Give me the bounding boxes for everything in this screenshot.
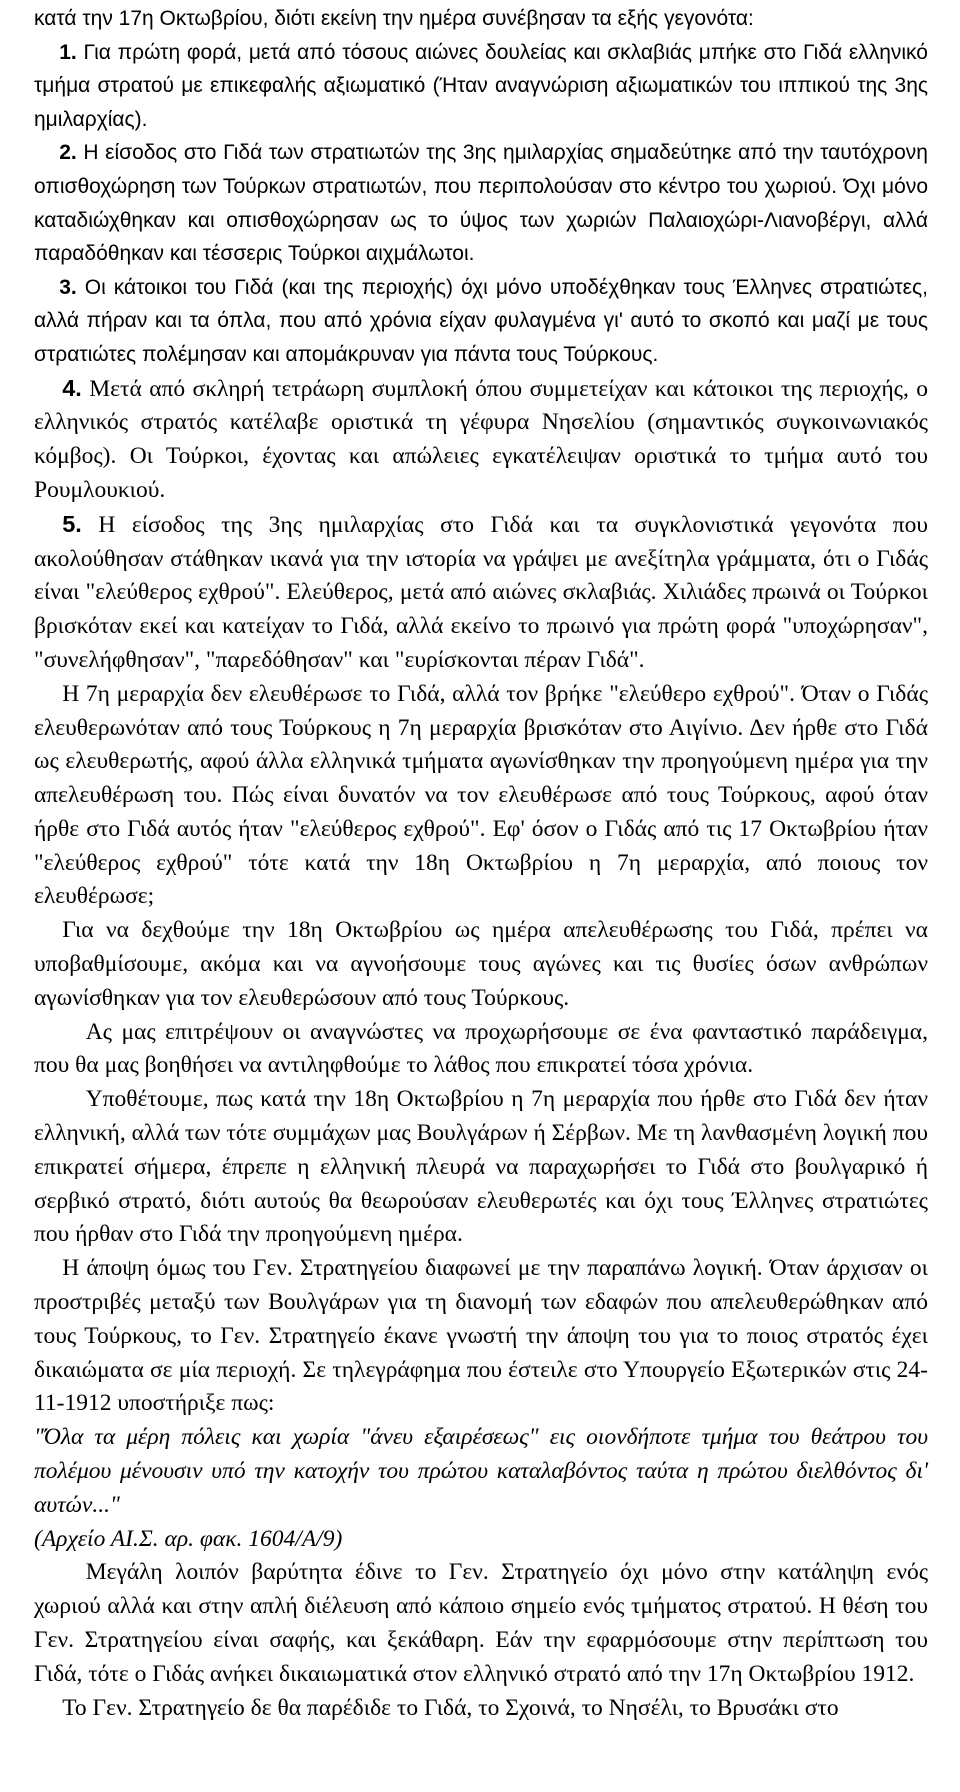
paragraph <box>34 508 928 678</box>
paragraph-text: Για πρώτη φορά, μετά από τόσους αιώνες δουλείας και σκλαβιάς μπήκε στο Γιδά ελληνικό τμήμα στρατού με επικεφαλής αξιωματικό (Ήταν αναγνώριση αξιωματικών του ιππικού της 3ης ημιλαρχίας). <box>34 40 928 131</box>
paragraph <box>34 2 928 36</box>
list-number: 3. <box>59 275 77 299</box>
paragraph-text: Για να δεχθούμε την 18η Οκτωβρίου ως ημέρα απελευθέρωσης του Γιδά, πρέπει να υποβαθμίσουμε, ακόμα και να αγνοήσουμε τους αγώνες και τις θυσίες όσων ανθρώπων αγωνίσθηκαν για τον ελευθερώσουν από τους Τούρκους. <box>34 917 928 1011</box>
paragraph-text: Η είσοδος της 3ης ημιλαρχίας στο Γιδά και τα συγκλονιστικά γεγονότα που ακολούθησαν στάθηκαν ικανά για την ιστορία να γράψει με ανεξίτηλα γράμματα, ότι ο Γιδάς είναι "ελεύθερος εχθρού". Ελεύθερος, μετά από αιώνες σκλαβιάς. Χιλιάδες πρωινά οι Τούρκοι βρισκόταν εκεί και κατείχαν το Γιδά, αλλά εκείνο το πρωινό για πρώτη φορά "υποχώρησαν", "συνελήφθησαν", "παρεδόθησαν" και "ευρίσκονται πέραν Γιδά". <box>34 511 928 673</box>
paragraph-text: "Όλα τα μέρη πόλεις και χωρία "άνευ εξαιρέσεως" εις οιονδήποτε τμήμα του θεάτρου του πολέμου μένουσιν υπό την κατοχήν του πρώτου καταλαβόντος ταύτα η πρώτου διελθόντος δι' αυτών..." <box>34 1424 928 1518</box>
paragraph-text: Υποθέτουμε, πως κατά την 18η Οκτωβρίου η 7η μεραρχία που ήρθε στο Γιδά δεν ήταν ελληνική, αλλά των τότε συμμάχων μας Βουλγάρων ή Σέρβων. Με τη λανθασμένη λογική που επικρατεί σήμερα, έπρεπε η ελληνική πλευρά να παραχωρήσει το Γιδά στο βουλγαρικό ή σερβικό στρατό, διότι αυτούς θα θεωρούσαν ελευθερωτές και όχι τους Έλληνες στρατιώτες που ήρθαν στο Γιδά την προηγούμενη ημέρα. <box>34 1086 928 1248</box>
paragraph <box>34 1016 928 1084</box>
paragraph <box>34 136 928 270</box>
paragraph-text: Μεγάλη λοιπόν βαρύτητα έδινε το Γεν. Στρατηγείο όχι μόνο στην κατάληψη ενός χωριού αλλά και στην απλή διέλευση από κάποιο σημείο ενός τμήματος στρατού. Η θέση του Γεν. Στρατηγείου είναι σαφής, και ξεκάθαρη. Εάν την εφαρμόσουμε στην περίπτωση του Γιδά, τότε ο Γιδάς ανήκει δικαιωματικά στον ελληνικό στρατό από την 17η Οκτωβρίου 1912. <box>34 1559 928 1687</box>
paragraph-text: κατά την 17η Οκτωβρίου, διότι εκείνη την ημέρα συνέβησαν τα εξής γεγονότα: <box>34 7 754 30</box>
paragraph <box>34 1556 928 1691</box>
paragraph-text: (Αρχείο ΑΙ.Σ. αρ. φακ. 1604/Α/9) <box>34 1525 343 1552</box>
paragraph <box>34 1083 928 1252</box>
list-number: 2. <box>59 141 77 165</box>
paragraph-text: Ας μας επιτρέψουν οι αναγνώστες να προχωρήσουμε σε ένα φανταστικό παράδειγμα, που θα μας βοηθήσει να αντιληφθούμε το λάθος που επικρατεί τόσα χρόνια. <box>34 1018 928 1079</box>
paragraph-text: Η είσοδος στο Γιδά των στρατιωτών της 3ης ημιλαρχίας σημαδεύτηκε από την ταυτόχρονη οπισθοχώρηση των Τούρκων στρατιωτών, που περιπολούσαν στο κέντρο του χωριού. Όχι μόνο καταδιώχθηκαν και οπισθοχώρησαν ως το ύψος των χωριών Παλαιοχώρι-Λιανοβέργι, αλλά παραδόθηκαν και τέσσερις Τούρκοι αιχμάλωτοι. <box>34 141 928 266</box>
paragraph <box>34 678 928 915</box>
paragraph-text: Η άποψη όμως του Γεν. Στρατηγείου διαφωνεί με την παραπάνω λογική. Όταν άρχισαν οι προστριβές μεταξύ των Βουλγάρων για τη διανομή των εδαφών που απελευθερώθηκαν από τους Τούρκους, το Γεν. Στρατηγείο έκανε γνωστή την άποψη του για το ποιος στρατός έχει δικαιώματα σε μία περιοχή. Σε τηλεγράφημα που έστειλε στο Υπουργείο Εξωτερικών στις 24-11-1912 υποστήριξε πως: <box>34 1255 928 1417</box>
paragraph <box>34 271 928 372</box>
paragraph <box>34 1421 928 1522</box>
list-number: 5. <box>62 510 82 537</box>
paragraph-text: Οι κάτοικοι του Γιδά (και της περιοχής) όχι μόνο υποδέχθηκαν τους Έλληνες στρατιώτες, αλλά πήραν και τα όπλα, που από χρόνια είχαν φυλαγμένα γι' αυτό το σκοπό και μαζί με τους στρατιώτες πολέμησαν και απομάκρυναν για πάντα τους Τούρκους. <box>34 275 928 366</box>
paragraph-text: Το Γεν. Στρατηγείο δε θα παρέδιδε το Γιδά, το Σχοινά, το Νησέλι, το Βρυσάκι στο <box>62 1694 839 1721</box>
list-number: 4. <box>62 374 82 401</box>
paragraph <box>34 36 928 137</box>
paragraph <box>34 372 928 508</box>
paragraph <box>34 914 928 1015</box>
paragraph-text: Η 7η μεραρχία δεν ελευθέρωσε το Γιδά, αλλά τον βρήκε "ελεύθερο εχθρού". Όταν ο Γιδάς ελευθερωνόταν από τους Τούρκους η 7η μεραρχία βρισκόταν στο Αιγίνιο. Δεν ήρθε στο Γιδά ως ελευθερωτής, αφού άλλα ελληνικά τμήματα αγωνίσθηκαν την προηγούμενη ημέρα για την απελευθέρωση του. Πώς είναι δυνατόν να τον ελευθέρωσε από τους Τούρκους, αφού όταν ήρθε στο Γιδά αυτός ήταν "ελεύθερος εχθρού". Εφ' όσον ο Γιδάς από τις 17 Οκτωβρίου ήταν "ελεύθερος εχθρού" τότε κατά την 18η Οκτωβρίου η 7η μεραρχία, από ποιους τον ελευθέρωσε; <box>34 680 928 910</box>
paragraph <box>34 1252 928 1421</box>
list-number: 1. <box>59 40 77 64</box>
paragraph-text: Μετά από σκληρή τετράωρη συμπλοκή όπου συμμετείχαν και κάτοικοι της περιοχής, ο ελληνικός στρατός κατέλαβε οριστικά τη γέφυρα Νησελίου (σημαντικός συγκοινωνιακός κόμβος). Οι Τούρκοι, έχοντας και απώλειες εγκατέλειψαν οριστικά το τμήμα αυτό του Ρουμλουκιού. <box>34 375 928 503</box>
paragraph <box>34 1523 928 1557</box>
paragraph <box>34 1692 928 1726</box>
